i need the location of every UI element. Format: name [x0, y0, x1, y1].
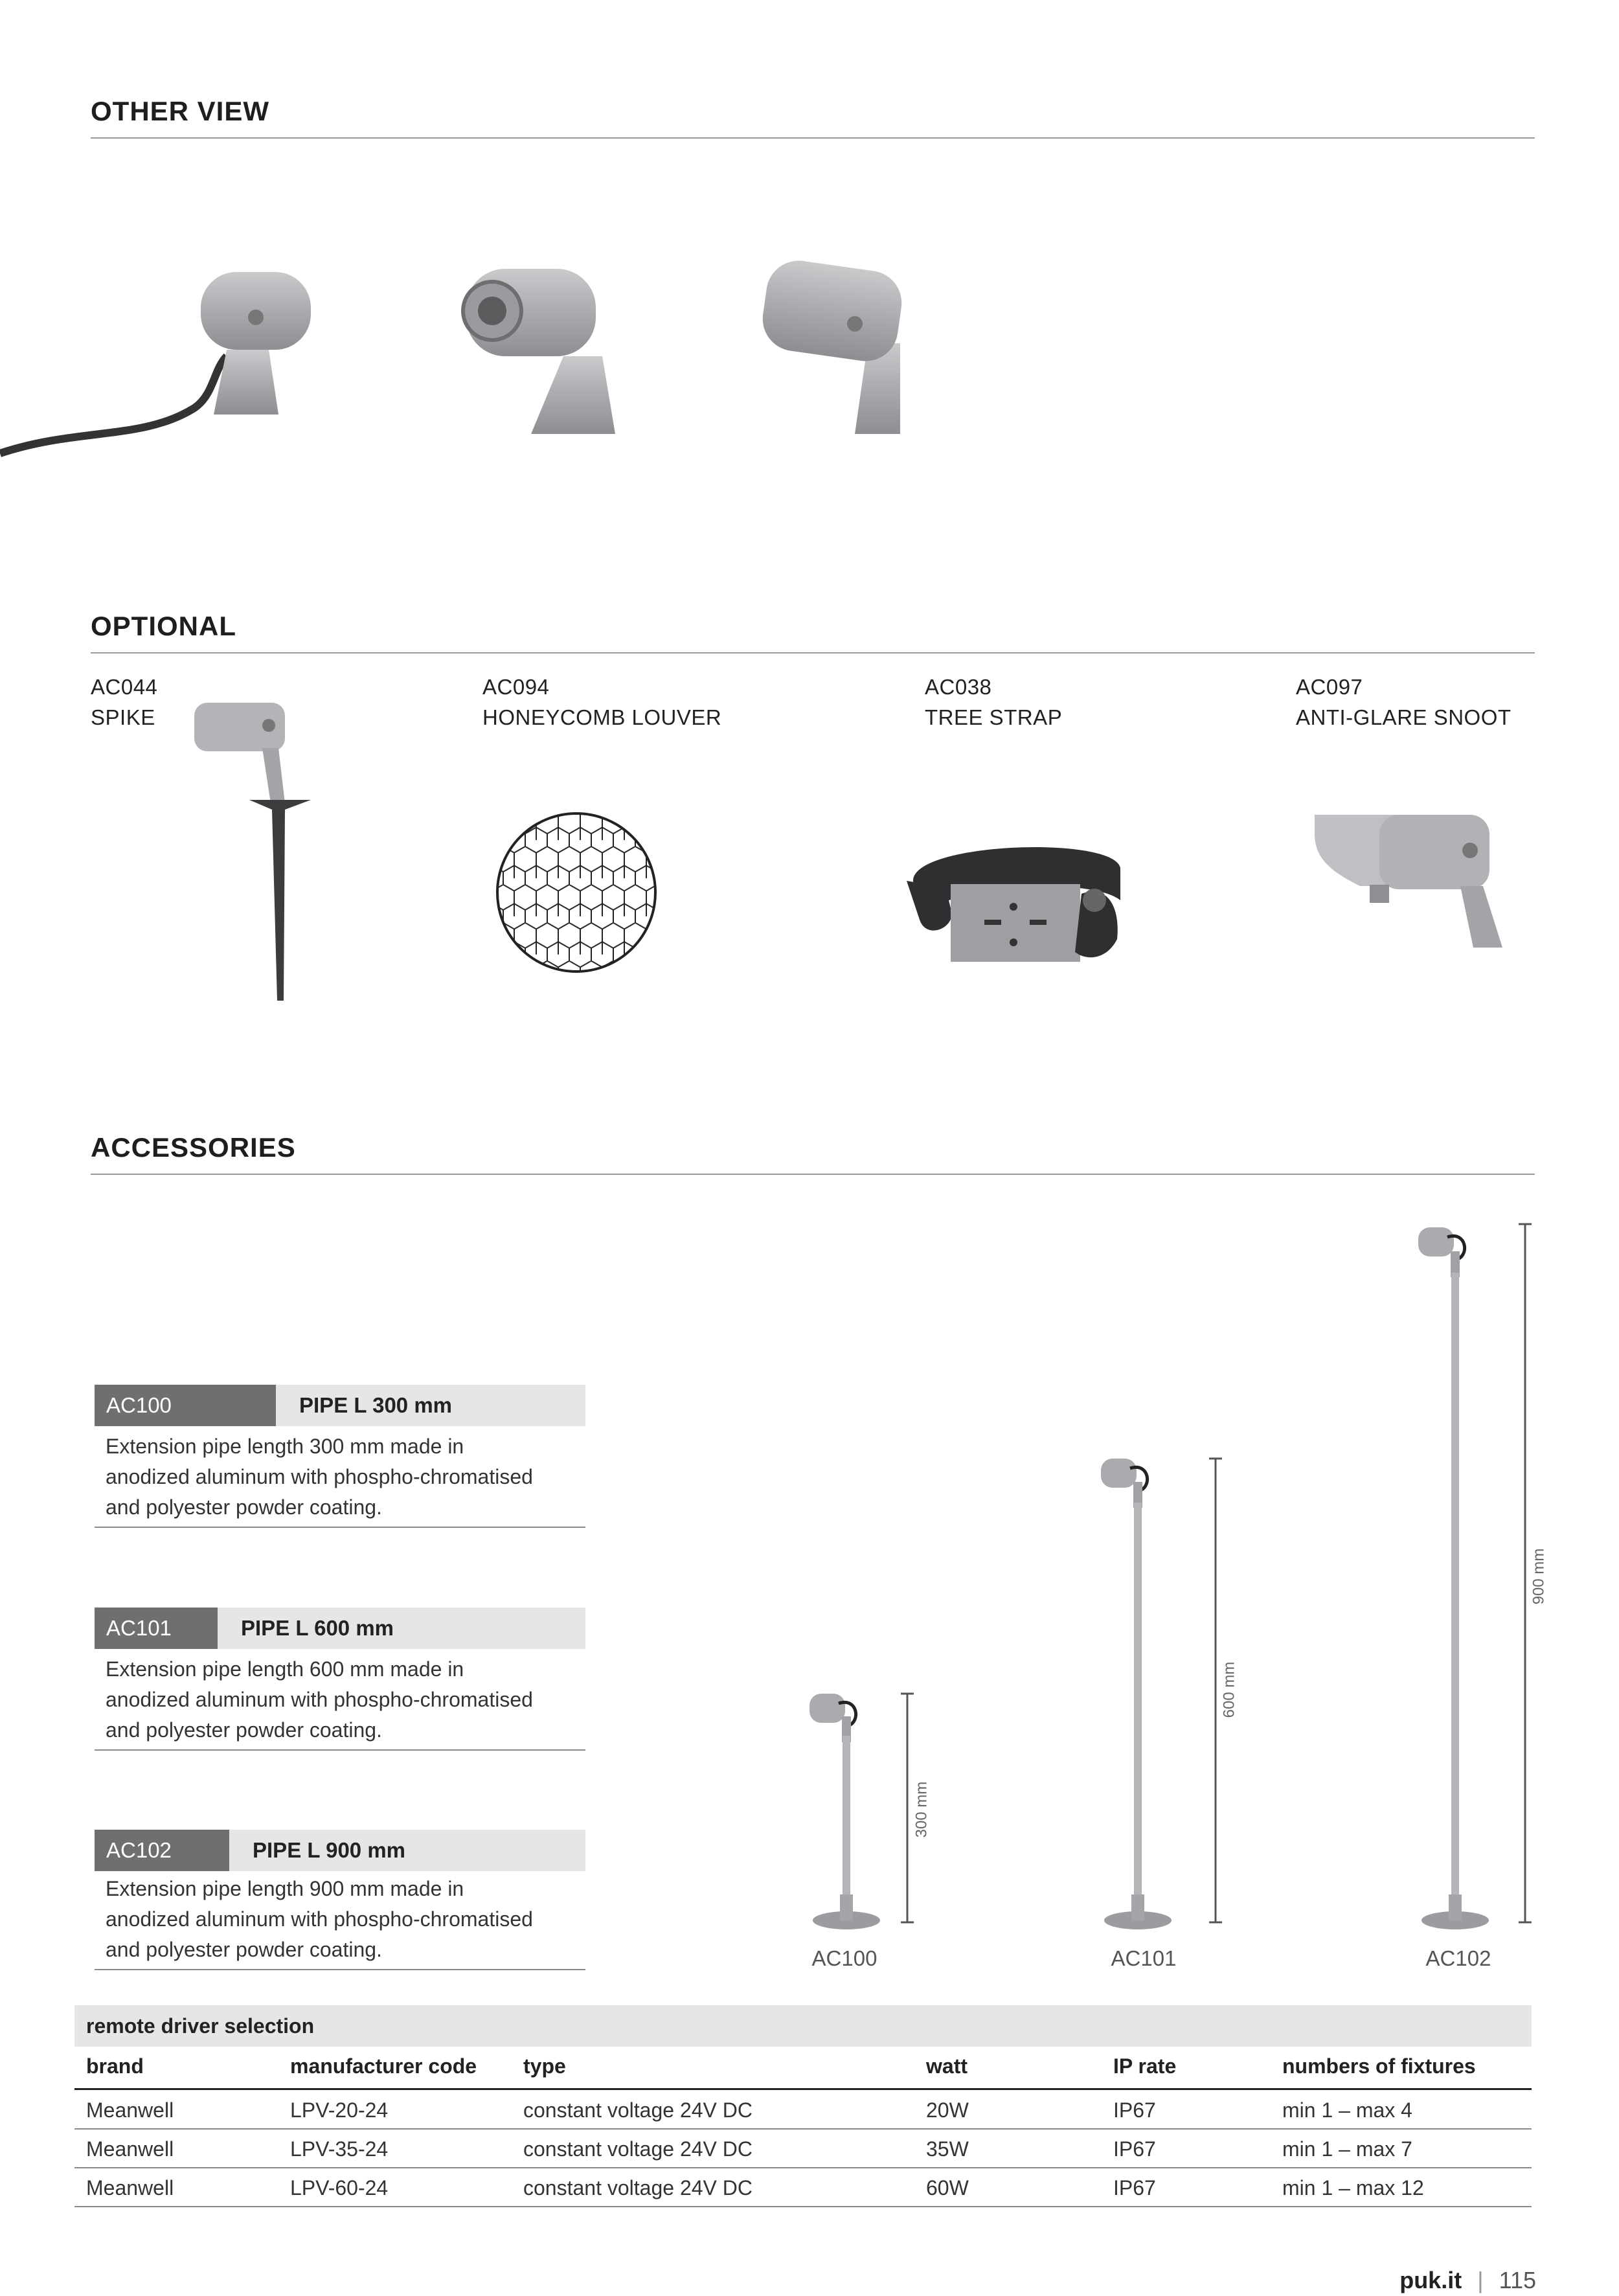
column-header-ip-rate: IP rate: [1113, 2054, 1177, 2078]
pole-label: AC100: [811, 1946, 877, 1970]
optional-item-name: TREE STRAP: [925, 705, 1063, 729]
table-cell: min 1 – max 7: [1282, 2137, 1412, 2161]
optional-item-name: HONEYCOMB LOUVER: [482, 705, 722, 729]
product-view-front: [463, 269, 615, 434]
description-line: anodized aluminum with phospho-chromatised: [106, 1688, 533, 1711]
description-line: and polyester powder coating.: [106, 1718, 382, 1742]
accessory-description: [106, 1431, 585, 1523]
optional-item-label: [1296, 672, 1511, 733]
table-cell: constant voltage 24V DC: [523, 2176, 753, 2199]
pole-label: AC102: [1425, 1946, 1491, 1970]
accessory-description: [106, 1654, 585, 1745]
table-row-line: [74, 2206, 1532, 2207]
accessory-divider: [95, 1527, 585, 1528]
optional-item-label: [925, 672, 1062, 733]
description-line: and polyester powder coating.: [106, 1495, 382, 1519]
description-line: Extension pipe length 900 mm made in: [106, 1877, 464, 1900]
table-cell: Meanwell: [86, 2098, 174, 2122]
accessory-header: [95, 1608, 585, 1649]
page-footer: [1399, 2267, 1536, 2294]
accessory-description: [106, 1874, 585, 1965]
section-title-optional: OPTIONAL: [91, 611, 236, 641]
table-cell: 35W: [926, 2137, 969, 2161]
table-cell: LPV-35-24: [290, 2137, 389, 2161]
pole-ac102: [1418, 1224, 1532, 1929]
table-row-line: [74, 2167, 1532, 2168]
table-header-line: [74, 2088, 1532, 2090]
accessory-code: AC100: [95, 1385, 276, 1426]
footer-separator: |: [1477, 2267, 1484, 2293]
column-header-fixtures: numbers of fixtures: [1282, 2054, 1476, 2078]
accessory-header: [95, 1385, 585, 1426]
column-header-manufacturer-code: manufacturer code: [290, 2054, 477, 2078]
description-line: Extension pipe length 300 mm made in: [106, 1435, 464, 1458]
optional-item-code: AC044: [91, 675, 158, 699]
optional-item-name: ANTI-GLARE SNOOT: [1296, 705, 1511, 729]
optional-item-name: SPIKE: [91, 705, 155, 729]
product-view-tilted: [758, 256, 905, 434]
table-cell: min 1 – max 4: [1282, 2098, 1412, 2122]
section-divider: [91, 652, 1535, 654]
driver-table-title: remote driver selection: [86, 2014, 315, 2038]
table-cell: LPV-20-24: [290, 2098, 389, 2122]
table-cell: Meanwell: [86, 2137, 174, 2161]
description-line: and polyester powder coating.: [106, 1938, 382, 1961]
spike-image: [188, 696, 317, 1007]
pole-ac101: [1101, 1459, 1222, 1929]
dimension-label: 600 mm: [1220, 1661, 1238, 1718]
product-view-with-cable: [0, 272, 311, 453]
column-header-type: type: [523, 2054, 566, 2078]
description-line: Extension pipe length 600 mm made in: [106, 1657, 464, 1681]
table-cell: constant voltage 24V DC: [523, 2098, 753, 2122]
section-divider: [91, 1174, 1535, 1175]
optional-item-label: [91, 672, 157, 733]
page-number: 115: [1499, 2267, 1536, 2293]
table-cell: IP67: [1113, 2176, 1156, 2199]
dimension-label: 900 mm: [1530, 1548, 1548, 1605]
optional-item-code: AC094: [482, 675, 550, 699]
tree-strap-image: [894, 823, 1140, 978]
accessory-divider: [95, 1969, 585, 1970]
accessory-code: AC102: [95, 1830, 229, 1871]
section-title-accessories: ACCESSORIES: [91, 1132, 296, 1163]
section-divider: [91, 137, 1535, 139]
honeycomb-louver-image: [492, 808, 661, 977]
accessory-header: [95, 1830, 585, 1871]
column-header-brand: brand: [86, 2054, 144, 2078]
other-view-images: [0, 246, 945, 466]
column-header-watt: watt: [926, 2054, 968, 2078]
table-cell: Meanwell: [86, 2176, 174, 2199]
description-line: anodized aluminum with phospho-chromatised: [106, 1465, 533, 1488]
accessory-code: AC101: [95, 1608, 218, 1649]
dimension-label: 300 mm: [912, 1781, 931, 1838]
table-cell: IP67: [1113, 2137, 1156, 2161]
table-cell: constant voltage 24V DC: [523, 2137, 753, 2161]
table-cell: 20W: [926, 2098, 969, 2122]
table-cell: LPV-60-24: [290, 2176, 389, 2199]
table-row-line: [74, 2128, 1532, 2130]
pipe-poles-drawing: [777, 1218, 1554, 1930]
section-title-other-view: OTHER VIEW: [91, 96, 270, 126]
footer-site[interactable]: puk.it: [1399, 2267, 1462, 2293]
optional-item-label: [482, 672, 721, 733]
anti-glare-snoot-image: [1308, 808, 1515, 957]
accessory-name: PIPE L 900 mm: [253, 1838, 406, 1862]
accessory-name: PIPE L 300 mm: [299, 1393, 453, 1417]
table-cell: IP67: [1113, 2098, 1156, 2122]
table-cell: min 1 – max 12: [1282, 2176, 1424, 2199]
table-cell: 60W: [926, 2176, 969, 2199]
pole-label: AC101: [1111, 1946, 1177, 1970]
accessory-divider: [95, 1749, 585, 1751]
accessory-name: PIPE L 600 mm: [241, 1616, 394, 1640]
optional-item-code: AC097: [1296, 675, 1363, 699]
optional-item-code: AC038: [925, 675, 992, 699]
pole-ac100: [809, 1694, 914, 1929]
description-line: anodized aluminum with phospho-chromatised: [106, 1907, 533, 1931]
